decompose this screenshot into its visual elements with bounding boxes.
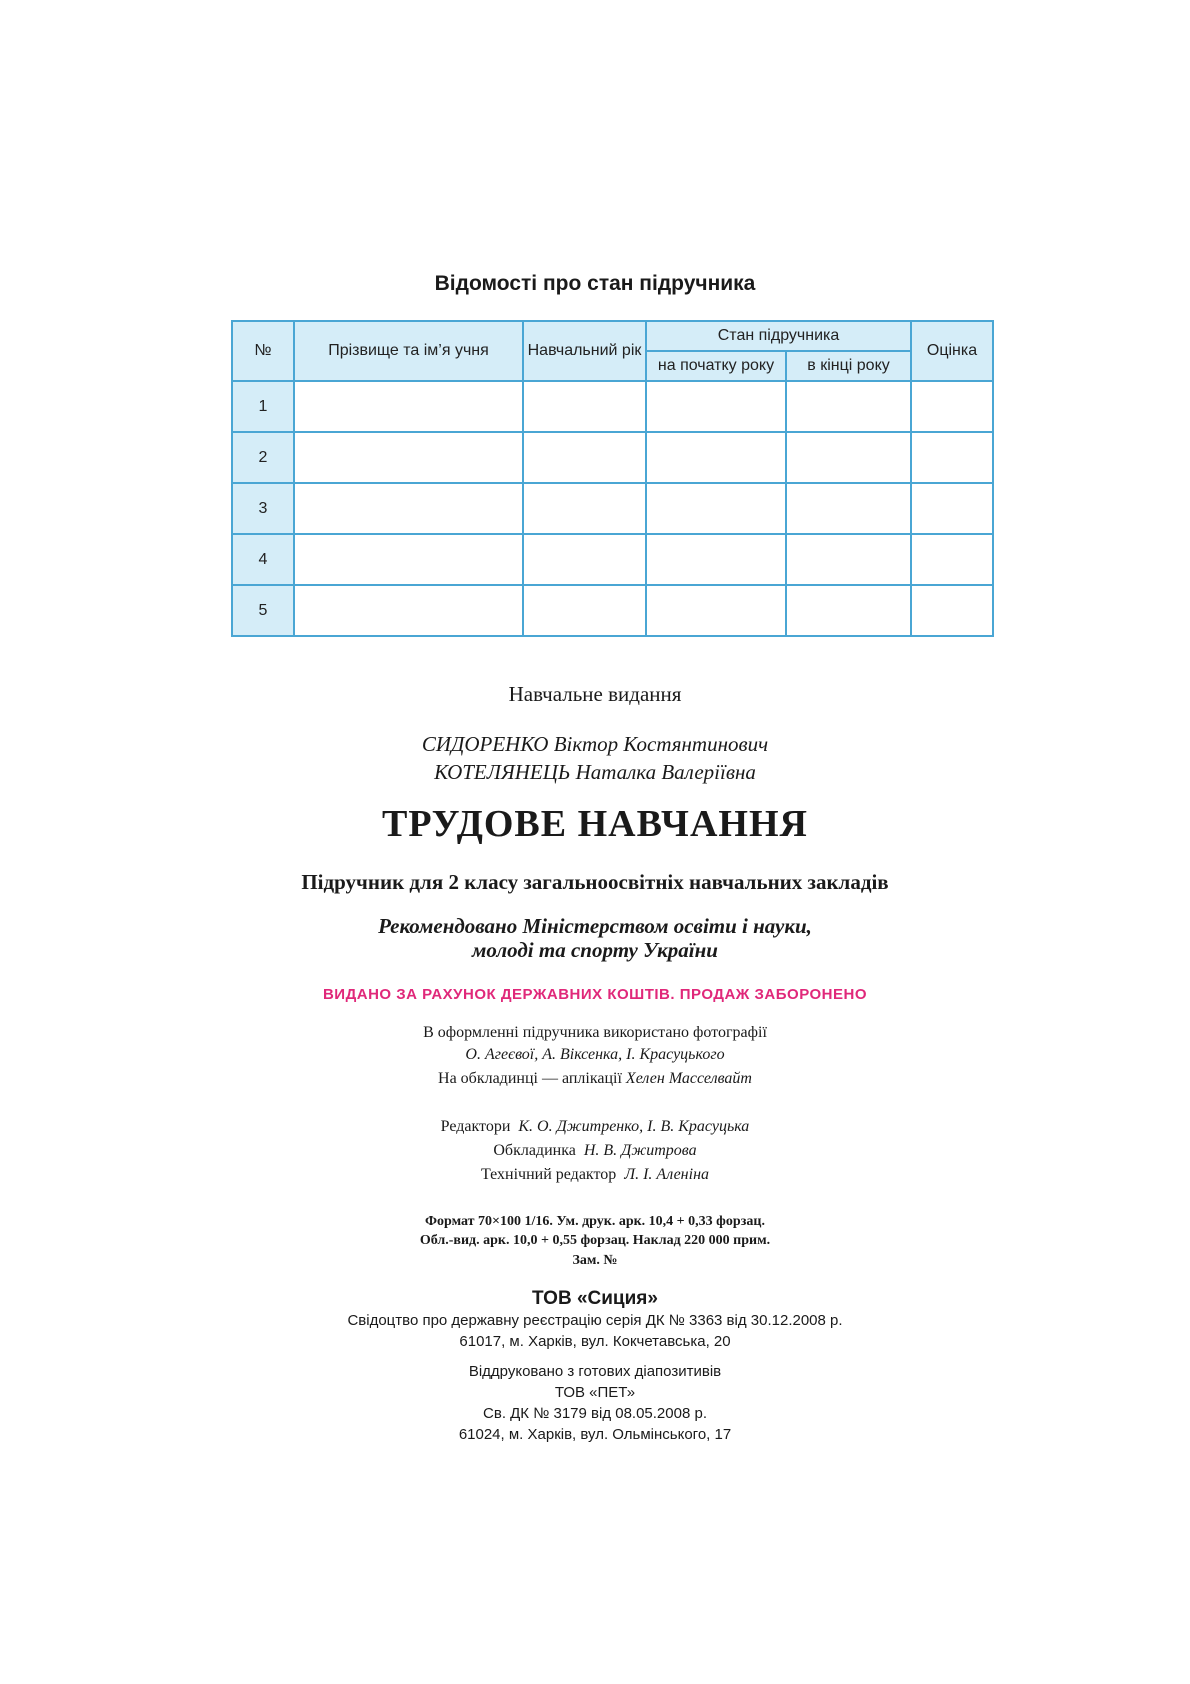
- format-spec-prefix: Формат 70×100: [425, 1214, 522, 1229]
- book-title: ТРУДОВЕ НАВЧАННЯ: [382, 803, 808, 845]
- cell-grade: [911, 585, 993, 636]
- tech-editor-label: Технічний редактор: [480, 1166, 617, 1183]
- header-condition-start: на початку року: [646, 351, 786, 381]
- cell-school-year: [523, 432, 646, 483]
- row-number: 4: [232, 534, 294, 585]
- editors-line: [0, 1118, 1190, 1136]
- cell-condition-end: [786, 381, 911, 432]
- author-1: [0, 732, 1190, 757]
- photos-credit-line: В оформленні підручника використано фотографії: [423, 1024, 767, 1041]
- cell-condition-end: [786, 534, 911, 585]
- cell-student-name: [294, 432, 523, 483]
- cell-condition-start: [646, 432, 786, 483]
- cover-artist: Хелен Масселвайт: [625, 1070, 752, 1087]
- row-number: 3: [232, 483, 294, 534]
- table-row: [232, 432, 993, 483]
- header-grade: Оцінка: [911, 321, 993, 381]
- table-row: [232, 381, 993, 432]
- format-spec-suffix: . Ум. друк. арк. 10,4 + 0,33 форзац.: [549, 1214, 765, 1229]
- author-2-name: Наталка Валеріївна: [575, 760, 756, 784]
- cell-grade: [911, 381, 993, 432]
- cell-condition-end: [786, 585, 911, 636]
- cell-student-name: [294, 585, 523, 636]
- cell-condition-end: [786, 483, 911, 534]
- edition-type: Навчальне видання: [508, 682, 682, 706]
- header-textbook-condition: Стан підручника: [646, 321, 911, 351]
- cell-grade: [911, 483, 993, 534]
- author-1-name: Віктор Костянтинович: [553, 732, 769, 756]
- print-run-line: Обл.-вид. арк. 10,0 + 0,55 форзац. Наклад 220 000 прим.: [419, 1233, 771, 1248]
- publisher-name: ТОВ «Сиция»: [532, 1288, 658, 1309]
- table-row: [232, 585, 993, 636]
- tech-editor-name: Л. І. Аленіна: [624, 1166, 709, 1183]
- printer-address: 61024, м. Харків, вул. Ольмінського, 17: [458, 1426, 732, 1443]
- table-row: [232, 483, 993, 534]
- header-school-year: Навчальний рік: [523, 321, 646, 381]
- cell-condition-end: [786, 432, 911, 483]
- cell-condition-start: [646, 483, 786, 534]
- cell-school-year: [523, 483, 646, 534]
- format-spec-line: [0, 1214, 1190, 1230]
- cover-design-label: Обкладинка: [493, 1142, 576, 1159]
- publisher-address: 61017, м. Харків, вул. Кокчетавська, 20: [459, 1333, 731, 1350]
- header-condition-end: в кінці року: [786, 351, 911, 381]
- tech-editor-line: [0, 1166, 1190, 1184]
- printer-name: ТОВ «ПЕТ»: [554, 1384, 636, 1401]
- author-1-surname: СИДОРЕНКО: [421, 732, 549, 756]
- cell-student-name: [294, 534, 523, 585]
- table-title: Відомості про стан підручника: [434, 272, 756, 295]
- author-2: [0, 760, 1190, 785]
- book-subtitle: Підручник для 2 класу загальноосвітніх навчальних закладів: [301, 870, 889, 894]
- header-number: №: [232, 321, 294, 381]
- cell-condition-start: [646, 534, 786, 585]
- cell-student-name: [294, 483, 523, 534]
- row-number: 1: [232, 381, 294, 432]
- format-fraction: 1/16: [524, 1214, 550, 1229]
- editors-label: Редактори: [440, 1118, 511, 1135]
- cell-school-year: [523, 534, 646, 585]
- editors-names: К. О. Джитренко, І. В. Красуцька: [518, 1118, 750, 1135]
- row-number: 5: [232, 585, 294, 636]
- cell-condition-start: [646, 585, 786, 636]
- cell-school-year: [523, 381, 646, 432]
- table-row: [232, 534, 993, 585]
- cover-design-line: [0, 1142, 1190, 1160]
- cover-design-name: Н. В. Джитрова: [583, 1142, 697, 1159]
- printer-line-1: Віддруковано з готових діапозитивів: [468, 1363, 722, 1380]
- cover-credit-line: [0, 1070, 1190, 1088]
- cover-credit-prefix: На обкладинці — аплікації: [438, 1070, 622, 1087]
- printer-certificate: Св. ДК № 3179 від 08.05.2008 р.: [483, 1405, 707, 1422]
- row-number: 2: [232, 432, 294, 483]
- cell-grade: [911, 432, 993, 483]
- photographers: О. Агеєвої, А. Віксенка, І. Красуцького: [465, 1046, 725, 1063]
- cell-school-year: [523, 585, 646, 636]
- author-2-surname: КОТЕЛЯНЕЦЬ: [434, 760, 571, 784]
- recommendation-line-1: Рекомендовано Міністерством освіти і науки,: [378, 914, 812, 938]
- header-student-name: Прізвище та ім’я учня: [294, 321, 523, 381]
- order-number-line: Зам. №: [572, 1253, 618, 1268]
- publisher-certificate: Свідоцтво про державну реєстрацію серія ДК № 3363 від 30.12.2008 р.: [347, 1312, 843, 1329]
- recommendation-line-2: молоді та спорту України: [472, 938, 718, 962]
- cell-condition-start: [646, 381, 786, 432]
- cell-student-name: [294, 381, 523, 432]
- textbook-condition-table-wrapper: [231, 320, 992, 637]
- funded-notice: ВИДАНО ЗА РАХУНОК ДЕРЖАВНИХ КОШТІВ. ПРОДАЖ ЗАБОРОНЕНО: [322, 986, 868, 1003]
- textbook-condition-table: [231, 320, 994, 637]
- cell-grade: [911, 534, 993, 585]
